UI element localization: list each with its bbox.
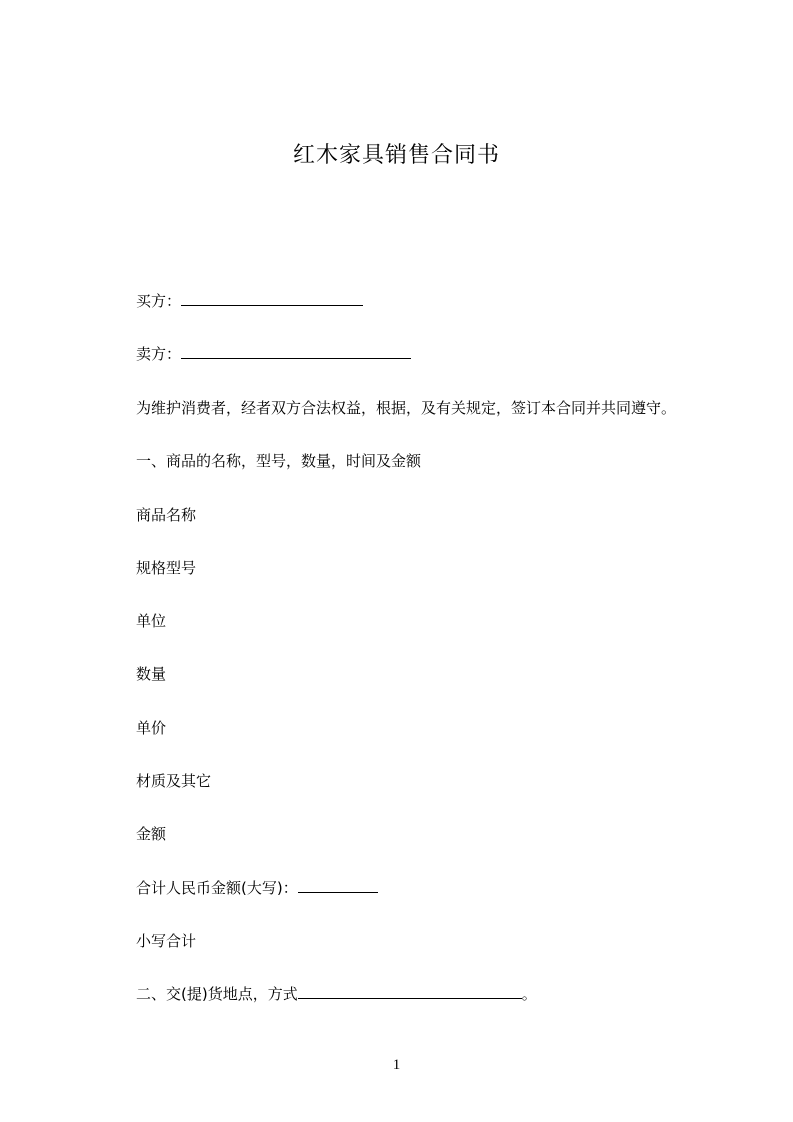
field-quantity: 数量 [136, 665, 167, 683]
seller-line [136, 343, 411, 365]
field-product-name: 商品名称 [136, 506, 197, 524]
field-spec-model: 规格型号 [136, 559, 197, 577]
field-unit: 单位 [136, 612, 167, 630]
buyer-line [136, 290, 363, 312]
total-uppercase-label: 合计人民币金额(大写)： [136, 879, 298, 897]
total-lowercase-label: 小写合计 [136, 932, 197, 950]
delivery-method-blank[interactable] [298, 983, 522, 999]
section-1-heading: 一、商品的名称，型号，数量，时间及金额 [136, 452, 422, 470]
page-number: 1 [392, 1057, 401, 1073]
section-2-line [136, 983, 537, 1005]
preamble-text: 为维护消费者，经者双方合法权益，根据，及有关规定，签订本合同并共同遵守。 [136, 399, 677, 417]
section-2-heading: 二、交(提)货地点，方式 [136, 985, 298, 1003]
section-2-suffix: 。 [521, 985, 537, 1003]
total-uppercase-blank[interactable] [298, 877, 378, 893]
seller-label: 卖方： [136, 345, 182, 363]
document-title: 红木家具销售合同书 [292, 143, 500, 168]
seller-blank[interactable] [181, 343, 411, 359]
field-amount: 金额 [136, 825, 167, 843]
total-uppercase-line [136, 877, 378, 899]
buyer-label: 买方： [136, 292, 182, 310]
field-material-other: 材质及其它 [136, 772, 212, 790]
field-unit-price: 单价 [136, 719, 167, 737]
buyer-blank[interactable] [181, 290, 363, 306]
